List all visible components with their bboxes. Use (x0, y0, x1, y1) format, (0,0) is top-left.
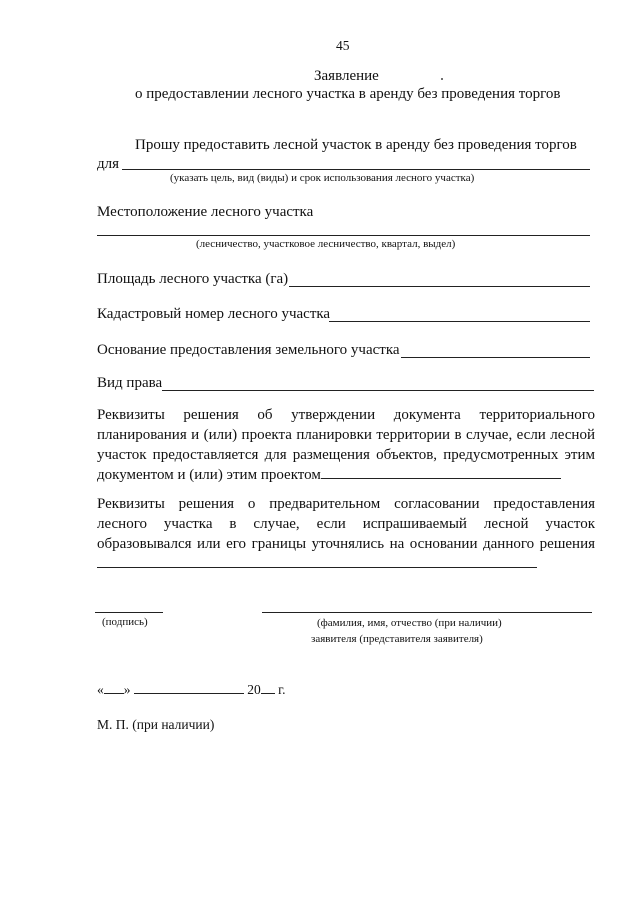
name-label-line2: заявителя (представителя заявителя) (311, 633, 483, 645)
purpose-hint: (указать цель, вид (виды) и срок использования лесного участка) (170, 172, 475, 184)
signature-label: (подпись) (102, 616, 148, 628)
signature-field[interactable] (95, 612, 163, 613)
area-label: Площадь лесного участка (га) (97, 271, 289, 287)
basis-label: Основание предоставления земельного участка (97, 342, 400, 358)
territorial-planning-text: Реквизиты решения об утверждении документа территориального планирования и (или) проекта планировки территории в случае, если лесной участок предоставляется для размещения объектов, предусмотренных этим документом и (или) этим проектом (97, 407, 595, 483)
date-month-field[interactable] (134, 681, 244, 694)
date-day-field[interactable] (104, 681, 124, 694)
seal-label: М. П. (при наличии) (97, 717, 215, 732)
territorial-planning-paragraph (97, 405, 595, 485)
area-field[interactable] (289, 286, 590, 287)
name-label-line1: (фамилия, имя, отчество (при наличии) (317, 617, 502, 629)
date-close-quote: » (123, 682, 131, 697)
document-subtitle: о предоставлении лесного участка в аренду без проведения торгов (135, 86, 561, 102)
right-type-label: Вид права (97, 375, 163, 391)
cadastral-field[interactable] (329, 321, 590, 322)
for-label: для (97, 156, 120, 172)
territorial-planning-field[interactable] (321, 466, 561, 479)
location-field[interactable] (97, 235, 590, 236)
name-field[interactable] (262, 612, 592, 613)
right-type-field[interactable] (162, 390, 594, 391)
date-year-field[interactable] (261, 681, 275, 694)
basis-field[interactable] (401, 357, 590, 358)
request-line: Прошу предоставить лесной участок в аренду без проведения торгов (135, 137, 577, 153)
document-title: Заявление (314, 68, 379, 84)
date-line (97, 681, 286, 698)
preliminary-approval-text: Реквизиты решения о предварительном согласовании предоставления лесного участка в случае, если испрашиваемый лесной участок образовывался или его границы уточнялись на основании данного решения (97, 496, 595, 552)
location-hint: (лесничество, участковое лесничество, квартал, выдел) (196, 238, 456, 250)
scan-dot (441, 78, 443, 80)
date-year-prefix: 20 (247, 682, 261, 697)
location-label: Местоположение лесного участка (97, 204, 314, 220)
cadastral-label: Кадастровый номер лесного участка (97, 306, 331, 322)
date-open-quote: « (97, 682, 104, 697)
preliminary-approval-field[interactable] (97, 555, 537, 568)
purpose-field[interactable] (122, 169, 590, 170)
date-year-suffix: г. (278, 682, 286, 697)
page-number: 45 (336, 38, 350, 53)
preliminary-approval-paragraph (97, 494, 595, 574)
